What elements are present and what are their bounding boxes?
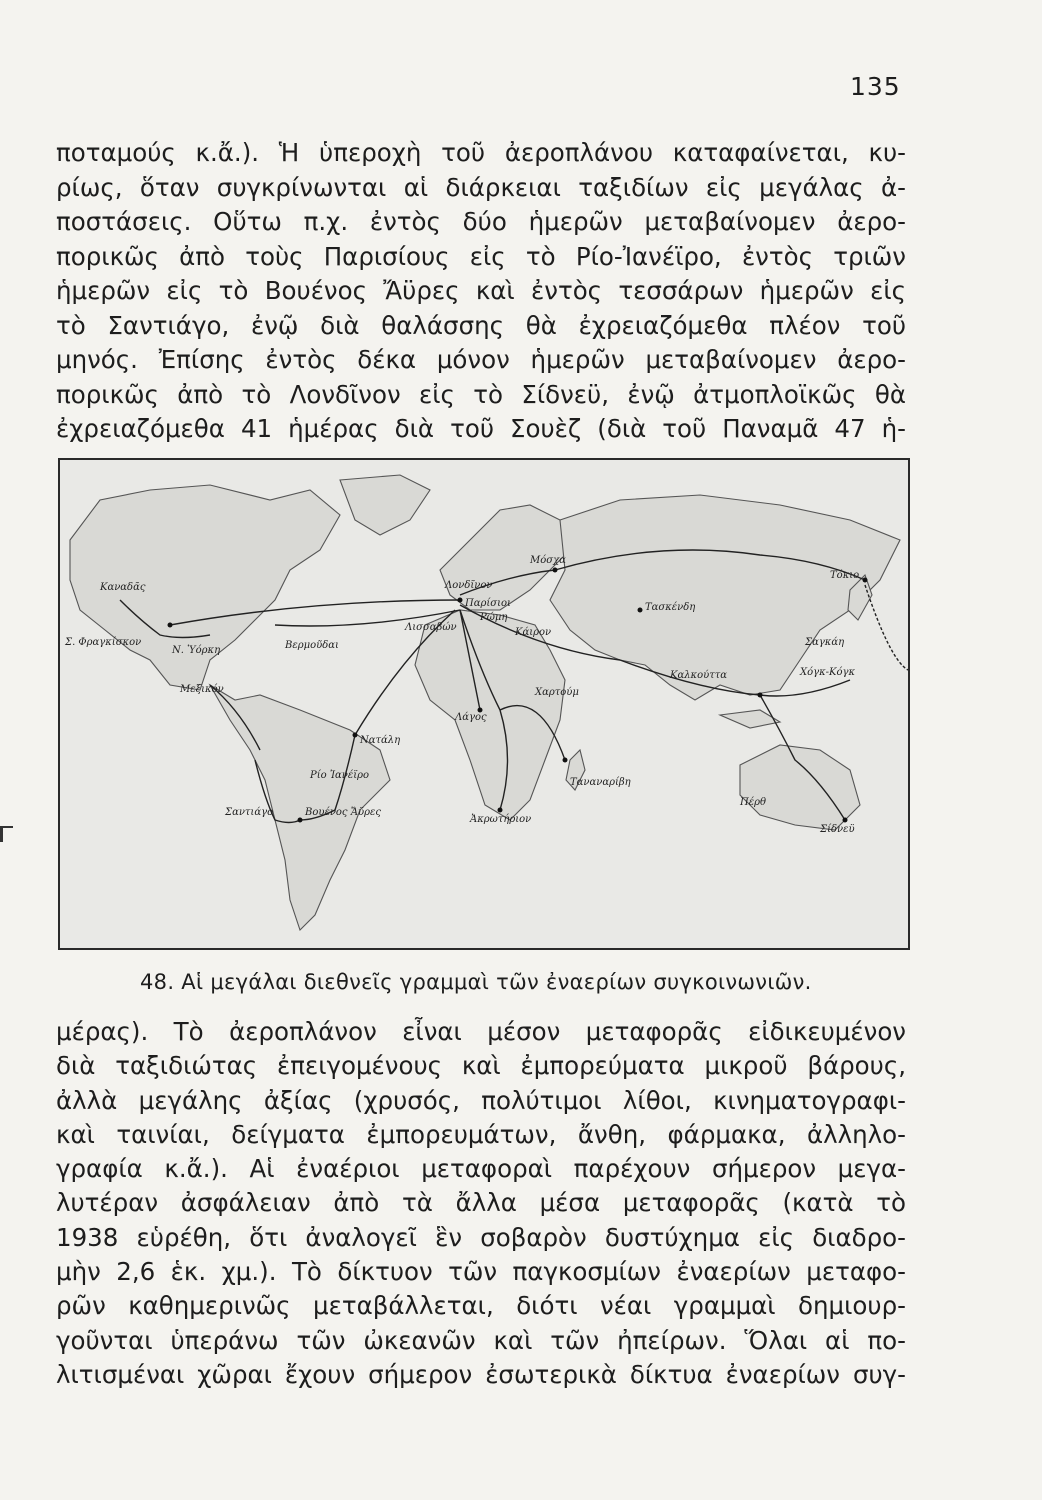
label-sidnei: Σίδνεϋ xyxy=(820,824,855,835)
label-natal: Νατάλη xyxy=(360,735,401,746)
label-akrotirio: Ἀκρωτήριον xyxy=(470,814,532,825)
label-chonkong: Χόγκ-Κόγκ xyxy=(800,667,856,678)
label-sanfrancisko: Σ. Φραγκίσκον xyxy=(65,637,142,648)
paragraph-bottom xyxy=(56,1015,906,1392)
label-santiago: Σαντιάγο xyxy=(225,807,274,818)
label-tokio: Τόκιο xyxy=(830,570,860,581)
text-line: λιτισμέναι χῶραι ἔχουν σήμερον ἐσωτερικὰ δίκτυα ἐναερίων συγ- xyxy=(56,1359,906,1389)
text-line: διὰ ταξιδιώτας ἐπειγομένους καὶ ἐμπορεύματα μικροῦ βάρους, xyxy=(56,1051,906,1081)
label-parisioi: Παρίσιοι xyxy=(465,598,511,609)
city-dot xyxy=(353,733,358,738)
city-dot xyxy=(563,758,568,763)
text-line: ρῶν καθημερινῶς μεταβάλλεται, διότι νέαι γραμμαὶ δημιουρ- xyxy=(56,1291,906,1321)
label-mexiko: Μεξικόν xyxy=(180,684,224,695)
city-dot xyxy=(758,693,763,698)
text-line: γραφία κ.ἄ.). Αἱ ἐναέριοι μεταφοραὶ παρέχουν σήμερον μεγα- xyxy=(56,1154,906,1184)
map-canvas xyxy=(60,460,908,948)
text-line: ρίως, ὅταν συγκρίνωνται αἱ διάρκειαι ταξιδίων εἰς μεγάλας ἀ- xyxy=(56,172,906,202)
city-dot xyxy=(553,568,558,573)
text-line: ἐχρειαζόμεθα 41 ἡμέρας διὰ τοῦ Σουὲζ (διὰ τοῦ Παναμᾶ 47 ἡ- xyxy=(56,414,906,443)
label-rio: Ρίο Ἰανέϊρο xyxy=(310,770,370,781)
label-perth: Πέρθ xyxy=(740,797,766,808)
text-line: λυτέραν ἀσφάλειαν ἀπὸ τὰ ἄλλα μέσα μεταφορᾶς (κατὰ τὸ xyxy=(56,1188,906,1218)
label-kairo: Κάιρον xyxy=(515,627,552,638)
page-number: 135 xyxy=(850,72,901,101)
label-sangai: Σαγκάη xyxy=(805,637,845,648)
label-romi: Ρώμη xyxy=(480,612,508,623)
text-line: καὶ ταινίαι, δείγματα ἐμπορευμάτων, ἄνθη, φάρμακα, ἀλληλο- xyxy=(56,1119,906,1149)
text-line: μηνός. Ἐπίσης ἐντὸς δέκα μόνον ἡμερῶν μεταβαίνομεν ἀερο- xyxy=(56,345,906,374)
world-air-routes-map xyxy=(58,458,910,950)
text-line: ποστάσεις. Οὕτω π.χ. ἐντὸς δύο ἡμερῶν μεταβαίνομεν ἀερο- xyxy=(56,207,906,236)
text-line: μὴν 2,6 ἑκ. χμ.). Τὸ δίκτυον τῶν παγκοσμίων ἐναερίων μεταφο- xyxy=(56,1257,906,1287)
label-chartoum: Χαρτούμ xyxy=(535,687,579,698)
label-kanada: Καναδᾶς xyxy=(100,582,146,593)
text-line: ἀλλὰ μεγάλης ἀξίας (χρυσός, πολύτιμοι λίθοι, κινηματογραφι- xyxy=(56,1085,906,1115)
label-madagaskari: Ταναναρίβη xyxy=(570,777,631,788)
city-dot xyxy=(498,808,503,813)
paragraph-top xyxy=(56,136,906,447)
text-line: μέρας). Τὸ ἀεροπλάνον εἶναι μέσον μεταφορᾶς εἰδικευμένον xyxy=(56,1017,906,1046)
city-dot xyxy=(843,818,848,823)
label-londino: Λονδῖνον xyxy=(445,580,493,591)
city-dot xyxy=(863,578,868,583)
city-dot xyxy=(458,598,463,603)
text-line: γοῦνται ὑπεράνω τῶν ὠκεανῶν καὶ τῶν ἠπείρων. Ὅλαι αἱ πο- xyxy=(56,1325,906,1355)
label-niayorki: Ν. Ὑόρκη xyxy=(172,645,221,656)
text-line: ἡμερῶν εἰς τὸ Βουένος Ἄϋρες καὶ ἐντὸς τεσσάρων ἡμερῶν εἰς xyxy=(56,276,906,305)
text-line: ποταμούς κ.ἄ.). Ἡ ὑπεροχὴ τοῦ ἀεροπλάνου καταφαίνεται, κυ- xyxy=(56,138,906,167)
text-line: πορικῶς ἀπὸ τοὺς Παρισίους εἰς τὸ Ρίο-Ἰανέϊρο, ἐντὸς τριῶν xyxy=(56,241,906,271)
label-lagos: Λάγος xyxy=(455,712,487,723)
binding-mark xyxy=(0,826,13,842)
text-line: πορικῶς ἀπὸ τὸ Λονδῖνον εἰς τὸ Σίδνεϋ, ἐνῷ ἀτμοπλοϊκῶς θὰ xyxy=(56,379,906,409)
label-vouenos: Βουένος Ἄϋρες xyxy=(305,807,381,818)
label-lisavona: Λισσαβών xyxy=(405,622,457,633)
figure-caption: 48. Αἱ μεγάλαι διεθνεῖς γραμμαὶ τῶν ἐναερίων συγκοινωνιῶν. xyxy=(140,970,812,994)
city-dot xyxy=(168,623,173,628)
text-line: 1938 εὑρέθη, ὅτι ἀναλογεῖ ἓν σοβαρὸν δυστύχημα εἰς διαδρο- xyxy=(56,1222,906,1252)
label-moscha: Μόσχα xyxy=(530,555,566,566)
label-tasken: Τασκένδη xyxy=(645,602,696,613)
city-dot xyxy=(298,818,303,823)
city-dot xyxy=(638,608,643,613)
text-line: τὸ Σαντιάγο, ἐνῷ διὰ θαλάσσης θὰ ἐχρειαζόμεθα πλέον τοῦ xyxy=(56,310,906,340)
label-vermoudes: Βερμοῦδαι xyxy=(285,640,339,651)
label-kalkouta: Καλκούττα xyxy=(670,670,728,681)
